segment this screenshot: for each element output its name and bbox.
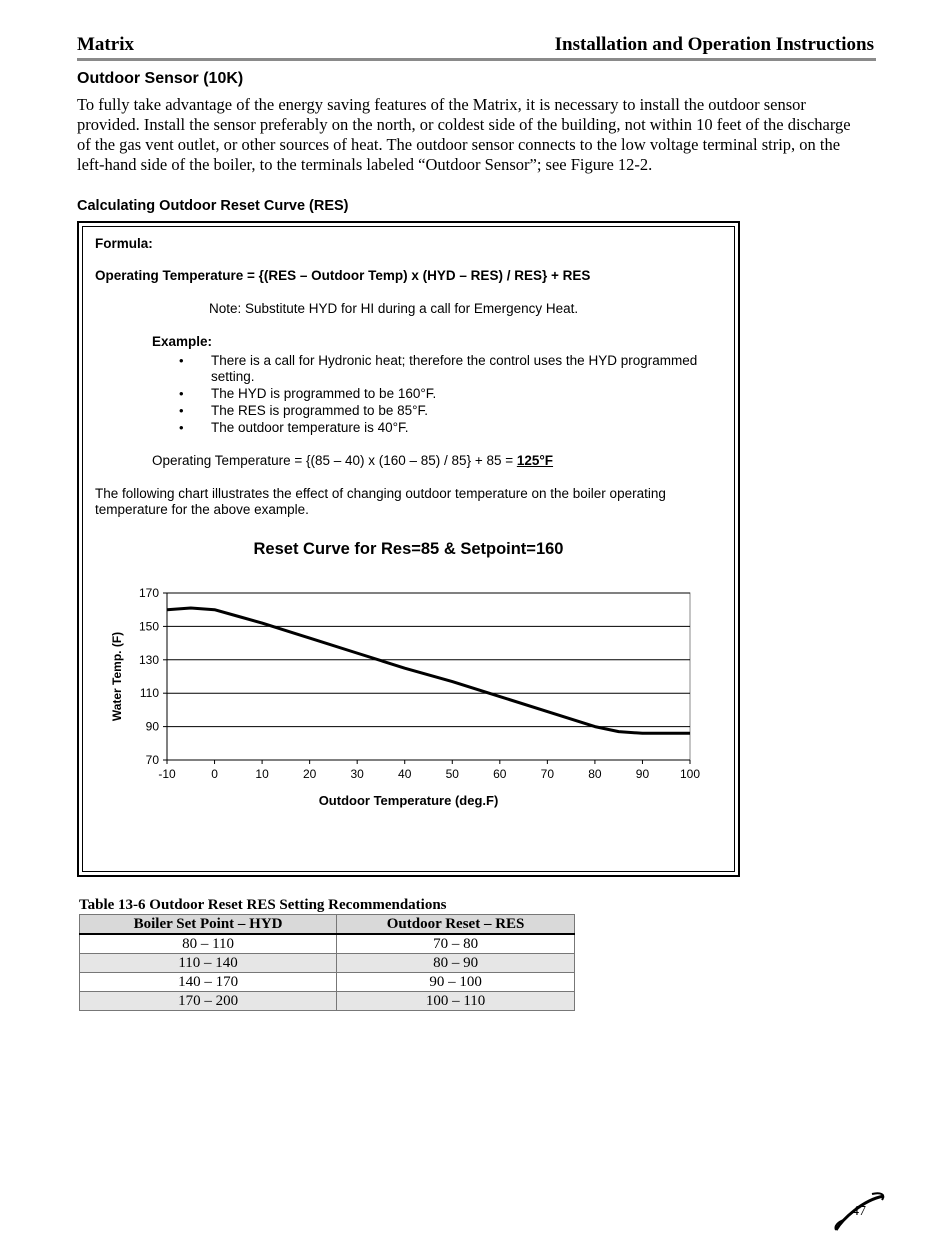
table-cell: 170 – 200 [80, 992, 337, 1011]
formula-text: Operating Temperature = {(RES – Outdoor Temp) x (HYD – RES) / RES} + RES [95, 268, 591, 283]
y-tick-label: 170 [138, 586, 159, 600]
table-row [80, 973, 575, 992]
y-axis-label: Water Temp. (F) [110, 631, 124, 722]
header-rule [77, 58, 876, 61]
subsection-title: Calculating Outdoor Reset Curve (RES) [77, 198, 349, 214]
y-tick-label: 90 [145, 719, 159, 734]
y-tick-label: 70 [145, 753, 159, 767]
table-row [80, 954, 575, 973]
x-tick-label: 10 [255, 767, 269, 781]
table-cell: 90 – 100 [337, 973, 575, 992]
table-row [80, 992, 575, 1011]
table-cell: 70 – 80 [337, 934, 575, 954]
example-bullet: • The outdoor temperature is 40°F. [179, 420, 709, 436]
table-cell: 80 – 110 [80, 934, 337, 954]
example-bullet-list [179, 353, 709, 437]
table-caption: Table 13-6 Outdoor Reset RES Setting Recommendations [79, 897, 447, 913]
x-tick-label: 20 [302, 767, 317, 781]
table-header-res: Outdoor Reset – RES [337, 915, 575, 935]
calculation-box-inner [82, 226, 735, 872]
example-bullet: • There is a call for Hydronic heat; therefore the control uses the HYD programmed setting. [179, 353, 709, 385]
x-tick-label: 90 [635, 767, 650, 781]
x-tick-label: 40 [398, 767, 412, 781]
calculation-box [77, 221, 740, 877]
example-bullet: • The HYD is programmed to be 160°F. [179, 386, 709, 402]
table-cell: 80 – 90 [337, 954, 575, 973]
example-calculation [152, 453, 553, 468]
example-calculation-text: Operating Temperature = {(85 – 40) x (160 – 85) / 85} + 85 = [152, 453, 517, 468]
x-tick-label: 70 [540, 767, 555, 781]
formula-label: Formula: [95, 236, 153, 251]
y-tick-label: 150 [138, 619, 159, 634]
table-cell: 100 – 110 [337, 992, 575, 1011]
header-document-title: Installation and Operation Instructions [554, 34, 874, 55]
reset-curve-chart [83, 572, 734, 872]
table-cell: 110 – 140 [80, 954, 337, 973]
x-tick-label: 80 [588, 767, 602, 781]
chart-intro: The following chart illustrates the effect of changing outdoor temperature on the boiler operating temperature for the above example. [95, 486, 666, 517]
y-tick-label: 110 [139, 686, 159, 701]
example-bullet: • The RES is programmed to be 85°F. [179, 403, 709, 419]
header-product-name: Matrix [77, 34, 134, 55]
table-cell: 140 – 170 [80, 973, 337, 992]
x-tick-label: 0 [211, 767, 218, 781]
table-row [80, 934, 575, 954]
y-tick-label: 130 [138, 652, 159, 667]
x-tick-label: 60 [493, 767, 507, 781]
page-number: 47 [852, 1204, 866, 1219]
res-recommendation-table [79, 914, 575, 1011]
x-axis-label: Outdoor Temperature (deg.F) [318, 793, 499, 808]
formula-note: Note: Substitute HYD for HI during a call for Emergency Heat. [209, 301, 579, 316]
x-tick-label: 30 [350, 767, 364, 781]
x-tick-label: -10 [158, 767, 176, 781]
chart-title: Reset Curve for Res=85 & Setpoint=160 [253, 540, 564, 558]
example-label: Example: [152, 334, 213, 349]
x-tick-label: 50 [445, 767, 459, 781]
example-result: 125°F [516, 453, 554, 468]
section-body: To fully take advantage of the energy saving features of the Matrix, it is necessary to install the outdoor sensor provided. Install the sensor preferably on the north, or coldest side of the building, not within 10 feet of the discharge of the gas vent outlet, or other sources of heat. The outdoor sensor connects to the low voltage terminal strip, on the left-hand side of the boiler, to the terminals labeled “Outdoor Sensor”; see Figure 12-2. [77, 95, 851, 174]
section-title: Outdoor Sensor (10K) [77, 70, 244, 87]
x-tick-label: 100 [679, 767, 701, 781]
table-header-hyd: Boiler Set Point – HYD [80, 915, 337, 935]
